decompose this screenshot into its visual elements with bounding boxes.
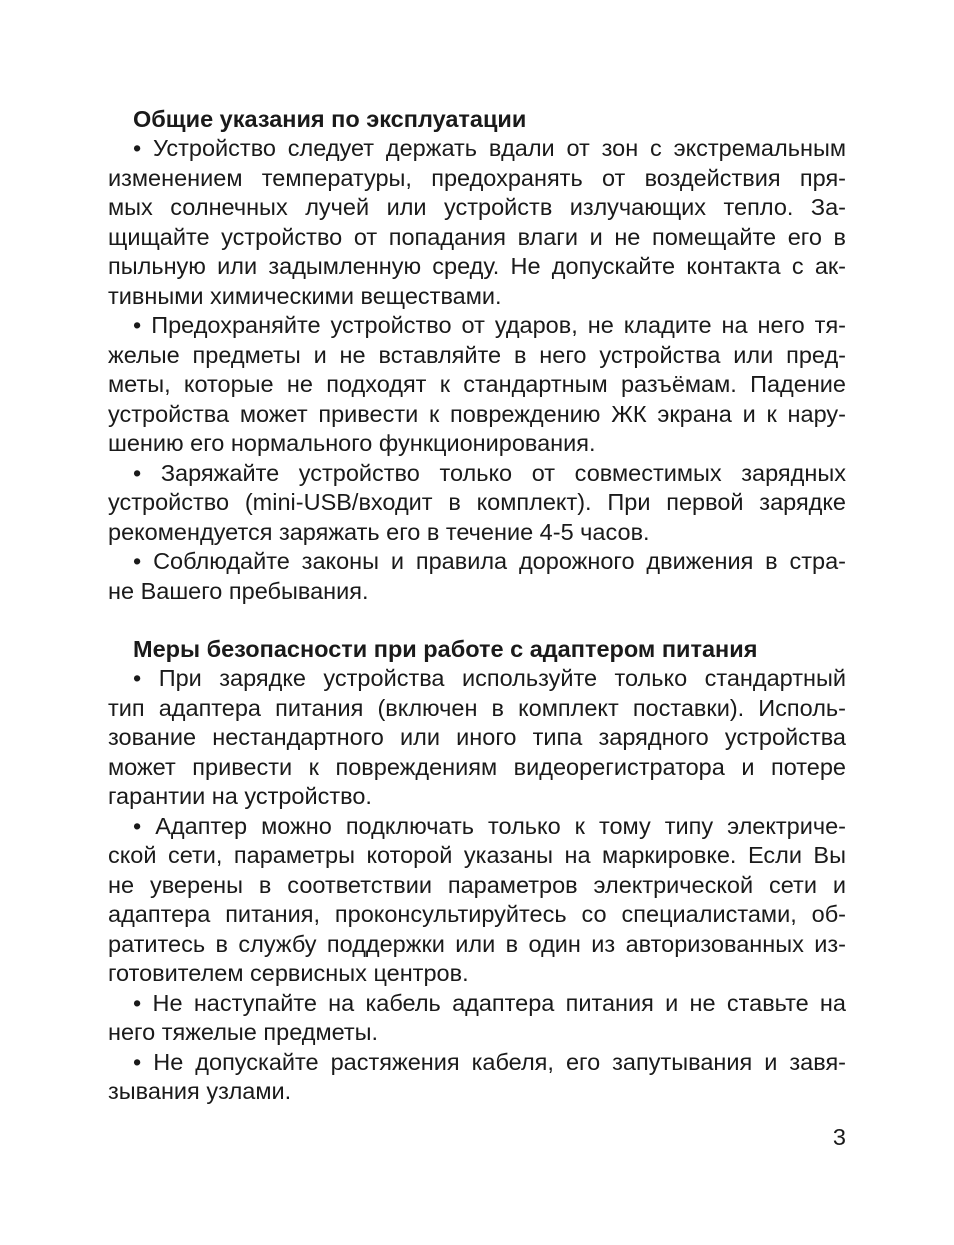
section-adapter-safety xyxy=(108,664,846,1107)
text-line: изменением температуры, предохранять от воздействия пря- xyxy=(108,164,846,191)
paragraph-usage-2 xyxy=(108,311,846,459)
paragraph-usage-3 xyxy=(108,459,846,548)
section-gap xyxy=(108,606,846,635)
text-line: устройство (mini-USB/входит в комплект). При первой зарядке xyxy=(108,489,846,515)
text-line: тип адаптера питания (включен в комплект поставки). Исполь- xyxy=(108,694,846,721)
text-line: желые предметы и не вставляйте в него устройства или пред- xyxy=(108,341,846,368)
page-number: 3 xyxy=(832,1124,846,1150)
text-line: шению его нормального функционирования. xyxy=(108,430,596,456)
text-line: щищайте устройство от попадания влаги и не помещайте его в xyxy=(108,223,846,250)
text-line: • Не допускайте растяжения кабеля, его запутывания и завя- xyxy=(133,1048,846,1075)
text-line: не Вашего пребывания. xyxy=(108,577,369,604)
paragraph-usage-1 xyxy=(108,134,846,311)
text-line: • При зарядке устройства используйте только стандартный xyxy=(133,665,846,691)
text-line: ской сети, параметры которой указаны на маркировке. Если Вы xyxy=(108,842,846,868)
paragraph-adapter-4 xyxy=(108,1048,846,1107)
section-usage xyxy=(108,134,846,606)
paragraph-adapter-2 xyxy=(108,812,846,989)
paragraph-adapter-3 xyxy=(108,989,846,1048)
text-line: готовителем сервисных центров. xyxy=(108,960,469,986)
text-line: • Заряжайте устройство только от совместимых зарядных xyxy=(133,459,846,486)
text-line: меты, которые не подходят к стандартным разъёмам. Падение xyxy=(108,371,846,397)
section-title-usage: Общие указания по эксплуатации xyxy=(133,106,527,132)
text-line: мых солнечных лучей или устройств излучающих тепло. За- xyxy=(108,194,846,220)
text-line: • Адаптер можно подключать только к тому типу электриче- xyxy=(133,812,846,839)
text-line: него тяжелые предметы. xyxy=(108,1019,379,1045)
section-title-adapter-safety: Меры безопасности при работе с адаптером питания xyxy=(133,636,758,662)
text-line: гарантии на устройство. xyxy=(108,783,372,809)
text-line: устройства может привести к повреждению ЖК экрана и к нару- xyxy=(108,400,846,427)
paragraph-adapter-1 xyxy=(108,664,846,812)
text-line: • Не наступайте на кабель адаптера питания и не ставьте на xyxy=(133,989,846,1016)
text-line: тивными химическими веществами. xyxy=(108,282,502,309)
text-line: адаптера питания, проконсультируйтесь со специалистами, об- xyxy=(108,901,846,927)
text-line: • Соблюдайте законы и правила дорожного движения в стра- xyxy=(133,548,846,574)
text-line: зование нестандартного или иного типа зарядного устройства xyxy=(108,724,846,750)
paragraph-usage-4 xyxy=(108,547,846,606)
text-line: рекомендуется заряжать его в течение 4-5 часов. xyxy=(108,518,650,545)
text-line: не уверены в соответствии параметров электрической сети и xyxy=(108,871,846,898)
text-line: зывания узлами. xyxy=(108,1078,292,1104)
page-content xyxy=(108,105,846,1107)
text-line: • Устройство следует держать вдали от зон с экстремальным xyxy=(133,135,846,161)
text-line: пыльную или задымленную среду. Не допускайте контакта с ак- xyxy=(108,253,846,279)
text-line: ратитесь в службу поддержки или в один из авторизованных из- xyxy=(108,930,846,957)
text-line: • Предохраняйте устройство от ударов, не кладите на него тя- xyxy=(133,312,846,338)
text-line: может привести к повреждениям видеорегистратора и потере xyxy=(108,753,846,780)
